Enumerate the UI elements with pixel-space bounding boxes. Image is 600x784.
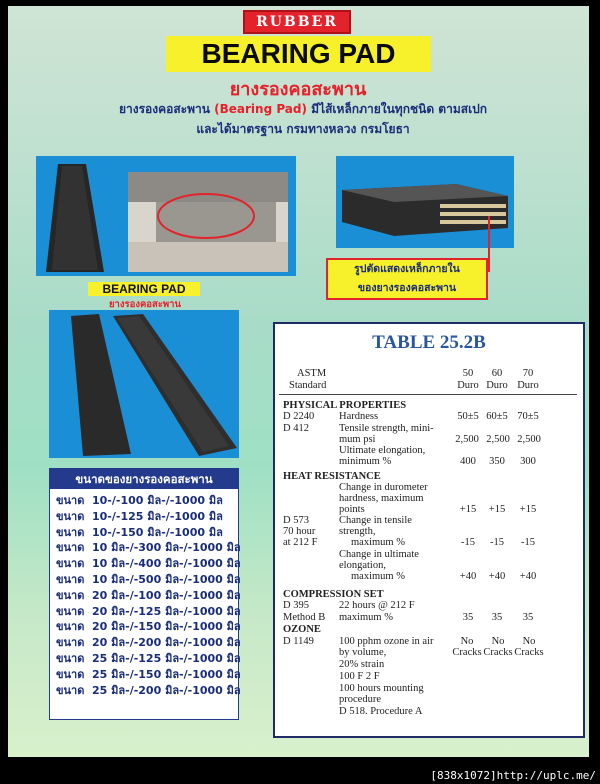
size-row bbox=[56, 586, 241, 602]
page-title: BEARING PAD bbox=[166, 36, 431, 72]
sizes-heading: ขนาดของยางรองคอสะพาน bbox=[50, 469, 238, 489]
value-cell: No bbox=[522, 636, 536, 647]
size-label: ขนาด bbox=[56, 651, 85, 665]
ozone-condition: 100 F 2 F bbox=[339, 671, 380, 682]
value-cell: 2,500 bbox=[455, 434, 479, 445]
prop-elongation-change: elongation, bbox=[339, 560, 386, 571]
size-label: ขนาด bbox=[56, 557, 85, 571]
size-label: ขนาด bbox=[56, 541, 85, 555]
size-row bbox=[56, 507, 238, 523]
value-cell: -15 bbox=[461, 537, 475, 548]
section-physical: PHYSICAL PROPERTIES bbox=[283, 400, 407, 411]
compression-condition: maximum % bbox=[339, 612, 393, 623]
ozone-condition: 20% strain bbox=[339, 659, 385, 670]
col-header-standard: Standard bbox=[289, 380, 327, 391]
value-cell: 300 bbox=[520, 456, 536, 467]
size-spec: 20 มิล-/-125 มิล-/-1000 มิล bbox=[92, 604, 241, 618]
value-cell: 2,500 bbox=[517, 434, 541, 445]
size-spec: 10-/-100 มิล-/-1000 มิล bbox=[92, 494, 223, 507]
size-spec: 25 มิล-/-200 มิล-/-1000 มิล bbox=[92, 683, 241, 697]
prop-tensile-change: Change in tensile bbox=[339, 515, 412, 526]
size-spec: 10 มิล-/-400 มิล-/-1000 มิล bbox=[92, 557, 241, 571]
size-spec: 20 มิล-/-200 มิล-/-1000 มิล bbox=[92, 636, 241, 650]
col-header-duro: Duro bbox=[457, 380, 479, 391]
pads-photo bbox=[49, 310, 239, 458]
prop-tensile-change: strength, bbox=[339, 526, 376, 537]
cross-section-caption-line-1: รูปตัดแสดงเหล็กภายใน bbox=[354, 263, 460, 275]
description-highlight: (Bearing Pad) bbox=[214, 102, 307, 116]
value-cell: 400 bbox=[460, 456, 476, 467]
size-spec: 25 มิล-/-150 มิล-/-1000 มิล bbox=[92, 667, 241, 681]
size-spec: 25 มิล-/-125 มิล-/-1000 มิล bbox=[92, 651, 241, 665]
ozone-condition: D 518. Procedure A bbox=[339, 706, 423, 717]
ozone-condition: by volume, bbox=[339, 647, 387, 658]
section-heat: HEAT RESISTANCE bbox=[283, 471, 381, 482]
sizes-rows bbox=[50, 489, 241, 697]
prop-elongation-change: maximum % bbox=[351, 571, 405, 582]
value-cell: +40 bbox=[488, 571, 506, 582]
prop-hardness: Hardness bbox=[339, 411, 379, 422]
value-cell: Cracks bbox=[514, 647, 544, 658]
size-row bbox=[56, 538, 241, 555]
size-label: ขนาด bbox=[56, 667, 85, 681]
value-cell: +40 bbox=[459, 571, 477, 582]
size-label: ขนาด bbox=[56, 572, 85, 586]
col-header-duro: Duro bbox=[486, 380, 508, 391]
value-cell: 50±5 bbox=[457, 411, 479, 422]
ozone-condition: 100 pphm ozone in air bbox=[339, 636, 434, 647]
description-line-1 bbox=[68, 100, 538, 119]
size-row bbox=[56, 570, 241, 586]
header-rule bbox=[279, 394, 577, 395]
value-cell: No bbox=[491, 636, 505, 647]
callout-line bbox=[488, 216, 490, 272]
description-text: มีไส้เหล็กภายในทุกชนิด ตามสเปก bbox=[306, 102, 488, 116]
prop-tensile-change: maximum % bbox=[351, 537, 405, 548]
description-text: ยางรองคอสะพาน bbox=[118, 102, 215, 116]
std-d412: D 412 bbox=[283, 423, 309, 434]
col-header-astm: ASTM bbox=[297, 368, 327, 379]
value-cell: Cracks bbox=[483, 647, 513, 658]
size-spec: 10 มิล-/-300 มิล-/-1000 มิล bbox=[92, 541, 241, 555]
col-header-50: 50 bbox=[462, 368, 474, 379]
std-d573: D 573 bbox=[283, 515, 309, 526]
size-spec: 20 มิล-/-100 มิล-/-1000 มิล bbox=[92, 588, 241, 602]
size-spec: 10-/-150 มิล-/-1000 มิล bbox=[92, 525, 223, 539]
compression-method: Method B bbox=[283, 612, 326, 623]
prop-durometer: points bbox=[339, 504, 365, 515]
prop-ultimate: Ultimate elongation, bbox=[339, 445, 426, 456]
section-compression: COMPRESSION SET bbox=[283, 589, 384, 600]
ozone-condition: procedure bbox=[339, 694, 381, 705]
value-cell: 35 bbox=[522, 612, 534, 623]
cross-section-caption bbox=[326, 258, 488, 300]
value-cell: No bbox=[460, 636, 474, 647]
size-row bbox=[56, 665, 241, 681]
specification-table bbox=[273, 322, 585, 738]
size-row bbox=[56, 554, 241, 571]
value-cell: -15 bbox=[490, 537, 504, 548]
value-cell: 60±5 bbox=[486, 411, 508, 422]
pads-illustration bbox=[49, 310, 239, 458]
photo-caption-en: BEARING PAD bbox=[88, 282, 200, 296]
std-d2240: D 2240 bbox=[283, 411, 315, 422]
bearing-pad-illustration bbox=[36, 156, 296, 276]
ozone-condition: 100 hours mounting bbox=[339, 683, 424, 694]
prop-durometer: hardness, maximum bbox=[339, 493, 424, 504]
prop-durometer: Change in durometer bbox=[339, 482, 428, 493]
size-row bbox=[56, 633, 241, 650]
size-label: ขนาด bbox=[56, 509, 85, 523]
size-spec: 10 มิล-/-500 มิล-/-1000 มิล bbox=[92, 572, 241, 586]
value-cell: 2,500 bbox=[486, 434, 510, 445]
brochure-page bbox=[8, 6, 589, 757]
size-row bbox=[56, 681, 241, 697]
col-header-duro: Duro bbox=[517, 380, 539, 391]
prop-tensile: mum psi bbox=[339, 434, 376, 445]
compression-condition: 22 hours @ 212 F bbox=[339, 600, 415, 611]
value-cell: +15 bbox=[488, 504, 506, 515]
std-d395: D 395 bbox=[283, 600, 309, 611]
value-cell: 35 bbox=[462, 612, 474, 623]
size-spec: 10-/-125 มิล-/-1000 มิล bbox=[92, 509, 223, 523]
value-cell: +40 bbox=[519, 571, 537, 582]
size-label: ขนาด bbox=[56, 588, 85, 602]
size-label: ขนาด bbox=[56, 604, 85, 618]
prop-ultimate: minimum % bbox=[339, 456, 392, 467]
heat-duration: 70 hour bbox=[283, 526, 316, 537]
bearing-pad-photo bbox=[36, 156, 296, 276]
photo-caption-th: ยางรองคอสะพาน bbox=[108, 299, 182, 310]
size-label: ขนาด bbox=[56, 494, 85, 507]
size-row bbox=[56, 491, 238, 507]
thai-title: ยางรองคอสะพาน bbox=[229, 79, 367, 100]
size-label: ขนาด bbox=[56, 525, 85, 539]
section-ozone: OZONE bbox=[283, 624, 321, 635]
value-cell: Cracks bbox=[452, 647, 482, 658]
sizes-list bbox=[49, 468, 239, 720]
col-header-60: 60 bbox=[491, 368, 503, 379]
prop-elongation-change: Change in ultimate bbox=[339, 549, 419, 560]
table-title: TABLE 25.2B bbox=[372, 332, 486, 353]
size-label: ขนาด bbox=[56, 683, 85, 697]
brand-tag: RUBBER bbox=[243, 10, 351, 34]
size-row bbox=[56, 617, 241, 634]
value-cell: -15 bbox=[521, 537, 535, 548]
prop-tensile: Tensile strength, mini- bbox=[339, 423, 434, 434]
value-cell: 350 bbox=[489, 456, 505, 467]
size-row bbox=[56, 602, 241, 618]
value-cell: 70±5 bbox=[517, 411, 539, 422]
cross-section-caption-line-2: ของยางรองคอสะพาน bbox=[357, 282, 457, 294]
value-cell: +15 bbox=[519, 504, 537, 515]
heat-temperature: at 212 F bbox=[283, 537, 318, 548]
size-spec: 20 มิล-/-150 มิล-/-1000 มิล bbox=[92, 620, 241, 634]
std-d1149: D 1149 bbox=[283, 636, 314, 647]
description-line-2: และได้มาตรฐาน กรมทางหลวง กรมโยธา bbox=[196, 122, 410, 136]
size-row bbox=[56, 523, 238, 539]
value-cell: +15 bbox=[459, 504, 477, 515]
value-cell: 35 bbox=[491, 612, 503, 623]
source-watermark: [838x1072]http://uplc.me/ bbox=[426, 767, 600, 784]
size-row bbox=[56, 649, 241, 665]
size-label: ขนาด bbox=[56, 620, 85, 634]
size-label: ขนาด bbox=[56, 636, 85, 650]
col-header-70: 70 bbox=[522, 368, 534, 379]
